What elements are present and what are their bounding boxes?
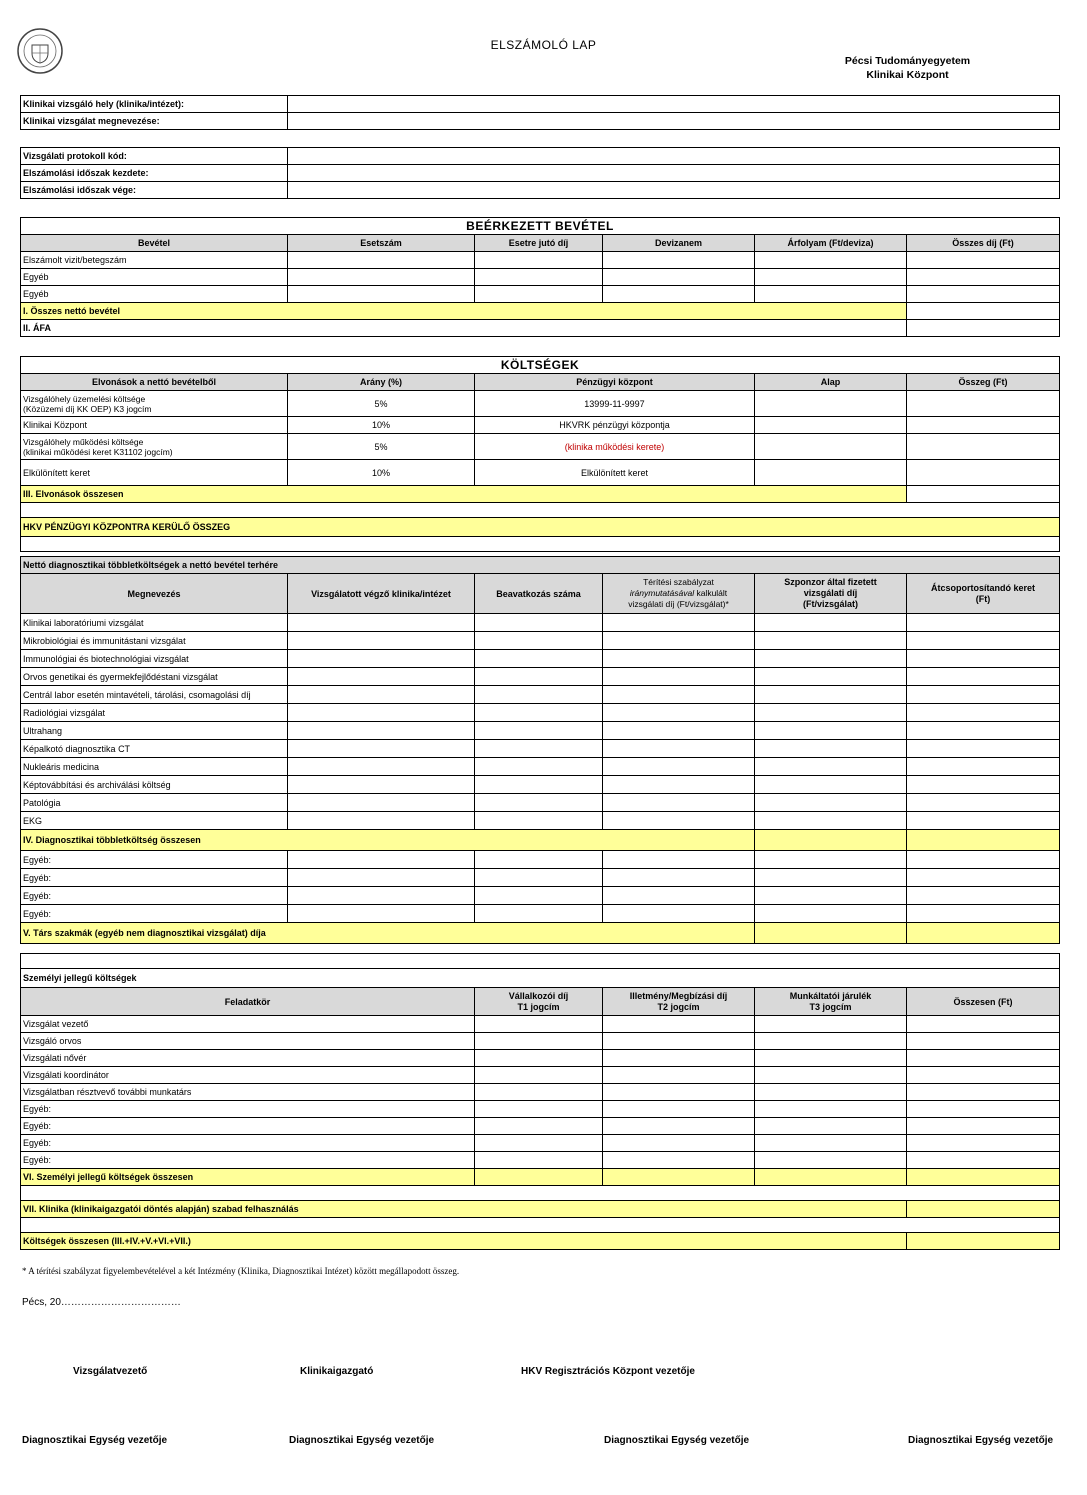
page-title: ELSZÁMOLÓ LAP: [490, 38, 597, 52]
input-cell[interactable]: [907, 812, 1060, 830]
signature-study-lead: Vizsgálatvezető: [73, 1366, 148, 1377]
signature-diag-unit-4: Diagnosztikai Egység vezetője: [908, 1435, 1054, 1446]
table-row: [21, 1101, 1060, 1118]
income-table: [20, 217, 1060, 337]
input-cell[interactable]: [288, 776, 475, 794]
row-label: Radiológiai vizsgálat: [21, 704, 288, 722]
table-row: [21, 460, 1060, 486]
table-row: [21, 1084, 1060, 1101]
spacer: [21, 1218, 1060, 1233]
finance-center-cell: HKVRK pénzügyi központja: [475, 417, 755, 434]
input-cell[interactable]: [603, 1084, 755, 1101]
input-cell[interactable]: [755, 1152, 907, 1169]
signature-clinic-director: Klinikaigazgató: [300, 1366, 374, 1377]
input-cell[interactable]: [475, 668, 603, 686]
table-row: [21, 704, 1060, 722]
input-cell[interactable]: [907, 286, 1060, 303]
input-cell[interactable]: [755, 434, 907, 460]
input-cell[interactable]: [288, 758, 475, 776]
organization-name: [800, 54, 1015, 82]
input-cell[interactable]: [907, 776, 1060, 794]
input-cell[interactable]: [288, 704, 475, 722]
free-use-value[interactable]: [907, 1201, 1060, 1218]
input-cell[interactable]: [288, 686, 475, 704]
input-cell[interactable]: [755, 1135, 907, 1152]
input-cell[interactable]: [475, 1084, 603, 1101]
row-label: Egyéb:: [21, 1101, 475, 1118]
diagnostics-total-label: IV. Diagnosztikai többletköltség összesen: [21, 830, 755, 851]
input-cell[interactable]: [907, 434, 1060, 460]
table-row: [21, 776, 1060, 794]
row-label: Elkülönített keret: [21, 460, 288, 486]
row-label: Egyéb: [21, 269, 288, 286]
input-cell[interactable]: [755, 668, 907, 686]
input-cell[interactable]: [755, 614, 907, 632]
column-header: Bevétel: [21, 235, 288, 252]
costs-total-label: Költségek összesen (III.+IV.+V.+VI.+VII.): [21, 1233, 907, 1250]
input-cell[interactable]: [288, 668, 475, 686]
table-row: [21, 1067, 1060, 1084]
input-cell[interactable]: [907, 1152, 1060, 1169]
costs-table: [20, 356, 1060, 552]
input-cell[interactable]: [603, 905, 755, 923]
input-cell[interactable]: [603, 1135, 755, 1152]
input-cell[interactable]: [755, 776, 907, 794]
input-cell[interactable]: [755, 650, 907, 668]
row-label: Egyéb:: [21, 1135, 475, 1152]
signature-diag-unit-1: Diagnosztikai Egység vezetője: [22, 1435, 168, 1446]
place-date-field[interactable]: Pécs, 20………………………………: [22, 1297, 181, 1308]
row-label: Egyéb:: [21, 1152, 475, 1169]
column-header: Elvonások a nettó bevételből: [21, 374, 288, 391]
row-label: Patológia: [21, 794, 288, 812]
row-label: Egyéb: [21, 286, 288, 303]
input-cell[interactable]: [288, 722, 475, 740]
rate-cell: 10%: [288, 417, 475, 434]
table-row: [21, 417, 1060, 434]
table-row: [21, 391, 1060, 417]
row-label: Klinikai Központ: [21, 417, 288, 434]
finance-center-cell: Elkülönített keret: [475, 460, 755, 486]
input-cell[interactable]: [907, 252, 1060, 269]
column-header: Vállalkozói díj T1 jogcím: [475, 988, 603, 1016]
input-cell[interactable]: [755, 1067, 907, 1084]
protocol-code-field[interactable]: [288, 148, 1060, 165]
input-cell[interactable]: [907, 1050, 1060, 1067]
input-cell[interactable]: [755, 758, 907, 776]
signature-diag-unit-3: Diagnosztikai Egység vezetője: [604, 1435, 750, 1446]
input-cell[interactable]: [603, 776, 755, 794]
row-label: Immunológiai és biotechnológiai vizsgálat: [21, 650, 288, 668]
input-cell[interactable]: [755, 1050, 907, 1067]
spacer: [21, 503, 1060, 518]
column-header: Devizanem: [603, 235, 755, 252]
input-cell[interactable]: [755, 417, 907, 434]
input-cell[interactable]: [288, 740, 475, 758]
input-cell[interactable]: [475, 252, 603, 269]
input-cell[interactable]: [288, 887, 475, 905]
spacer: [21, 954, 1060, 969]
table-row: [21, 1033, 1060, 1050]
row-label: Orvos genetikai és gyermekfejlődéstani vizsgálat: [21, 668, 288, 686]
input-cell[interactable]: [603, 286, 755, 303]
input-cell[interactable]: [907, 391, 1060, 417]
table-row: [21, 869, 1060, 887]
input-cell[interactable]: [603, 614, 755, 632]
row-label: Egyéb:: [21, 887, 288, 905]
table-row: [21, 252, 1060, 269]
input-cell[interactable]: [907, 1084, 1060, 1101]
spacer: [21, 537, 1060, 552]
input-cell[interactable]: [475, 269, 603, 286]
footnote: * A térítési szabályzat figyelembevételével a két Intézmény (Klinika, Diagnosztikai Intézet) között megállapodott összeg.: [22, 1266, 460, 1276]
input-cell[interactable]: [755, 812, 907, 830]
finance-center-cell: (klinika működési kerete): [475, 434, 755, 460]
column-header: Árfolyam (Ft/deviza): [755, 235, 907, 252]
field-label: Elszámolási időszak vége:: [21, 182, 288, 199]
hkv-finance-amount-label: HKV PÉNZÜGYI KÖZPONTRA KERÜLŐ ÖSSZEG: [21, 518, 1060, 537]
input-cell[interactable]: [475, 887, 603, 905]
deductions-total-value[interactable]: [907, 486, 1060, 503]
input-cell[interactable]: [755, 1101, 907, 1118]
input-cell[interactable]: [475, 758, 603, 776]
input-cell[interactable]: [603, 668, 755, 686]
input-cell[interactable]: [288, 269, 475, 286]
input-cell[interactable]: [755, 1016, 907, 1033]
input-cell[interactable]: [475, 794, 603, 812]
table-row: [21, 812, 1060, 830]
input-cell[interactable]: [475, 722, 603, 740]
personal-costs-table: [20, 953, 1060, 1250]
free-use-label: VII. Klinika (klinikaigazgatói döntés alapján) szabad felhasználás: [21, 1201, 907, 1218]
row-label: EKG: [21, 812, 288, 830]
input-cell[interactable]: [603, 686, 755, 704]
input-cell[interactable]: [603, 758, 755, 776]
table-row: [21, 434, 1060, 460]
column-header: Összes díj (Ft): [907, 235, 1060, 252]
input-cell[interactable]: [475, 1101, 603, 1118]
input-cell[interactable]: [907, 269, 1060, 286]
table-row: [21, 1016, 1060, 1033]
input-cell[interactable]: [907, 1067, 1060, 1084]
row-label: Képtovábbítási és archiválási költség: [21, 776, 288, 794]
input-cell[interactable]: [907, 851, 1060, 869]
column-header: Alap: [755, 374, 907, 391]
diagnostics-section-title: Nettó diagnosztikai többletköltségek a nettó bevétel terhére: [21, 557, 1060, 574]
input-cell[interactable]: [755, 269, 907, 286]
table-row: [21, 686, 1060, 704]
diagnostics-total-value[interactable]: [907, 830, 1060, 851]
allied-total-sponsor[interactable]: [755, 923, 907, 944]
row-label: Nukleáris medicina: [21, 758, 288, 776]
table-row: [21, 851, 1060, 869]
input-cell[interactable]: [603, 1118, 755, 1135]
column-header: Szponzor által fizetett vizsgálati díj (Ft/vizsgálat): [755, 574, 907, 614]
spacer: [21, 1186, 1060, 1201]
input-cell[interactable]: [475, 1033, 603, 1050]
input-cell[interactable]: [755, 704, 907, 722]
input-cell[interactable]: [288, 851, 475, 869]
input-cell[interactable]: [288, 286, 475, 303]
signature-hkv-head: HKV Regisztrációs Központ vezetője: [521, 1366, 695, 1377]
table-row: [21, 1050, 1060, 1067]
column-header: Esetszám: [288, 235, 475, 252]
input-cell[interactable]: [475, 704, 603, 722]
input-cell[interactable]: [755, 869, 907, 887]
total-net-income-label: I. Összes nettó bevétel: [21, 303, 907, 320]
table-row: [21, 722, 1060, 740]
input-cell[interactable]: [475, 776, 603, 794]
input-cell[interactable]: [907, 887, 1060, 905]
input-cell[interactable]: [755, 905, 907, 923]
study-name-field[interactable]: [288, 113, 1060, 130]
input-cell[interactable]: [603, 650, 755, 668]
input-cell[interactable]: [603, 1067, 755, 1084]
row-label: Egyéb:: [21, 851, 288, 869]
input-cell[interactable]: [603, 794, 755, 812]
table-row: [21, 794, 1060, 812]
input-cell[interactable]: [603, 632, 755, 650]
personal-total-t1[interactable]: [475, 1169, 603, 1186]
input-cell[interactable]: [475, 632, 603, 650]
input-cell[interactable]: [755, 632, 907, 650]
input-cell[interactable]: [603, 1152, 755, 1169]
row-label: Klinikai laboratóriumi vizsgálat: [21, 614, 288, 632]
row-label: Mikrobiológiai és immunitástani vizsgálat: [21, 632, 288, 650]
period-start-field[interactable]: [288, 165, 1060, 182]
input-cell[interactable]: [475, 1135, 603, 1152]
table-row: [21, 1135, 1060, 1152]
clinic-site-field[interactable]: [288, 96, 1060, 113]
input-cell[interactable]: [755, 686, 907, 704]
input-cell[interactable]: [755, 1033, 907, 1050]
row-label: Egyéb:: [21, 905, 288, 923]
row-label: Elszámolt vizit/betegszám: [21, 252, 288, 269]
column-header: Esetre jutó díj: [475, 235, 603, 252]
input-cell[interactable]: [603, 1016, 755, 1033]
table-row: [21, 887, 1060, 905]
field-label: Vizsgálati protokoll kód:: [21, 148, 288, 165]
input-cell[interactable]: [475, 1152, 603, 1169]
signature-diag-unit-2: Diagnosztikai Egység vezetője: [289, 1435, 435, 1446]
column-header: Munkáltatói járulék T3 jogcím: [755, 988, 907, 1016]
input-cell[interactable]: [288, 650, 475, 668]
rate-cell: 10%: [288, 460, 475, 486]
input-cell[interactable]: [475, 1067, 603, 1084]
input-cell[interactable]: [288, 905, 475, 923]
personal-total-label: VI. Személyi jellegű költségek összesen: [21, 1169, 475, 1186]
column-header: Arány (%): [288, 374, 475, 391]
column-header: Vizsgálatott végző klinika/intézet: [288, 574, 475, 614]
rate-cell: 5%: [288, 434, 475, 460]
input-cell[interactable]: [603, 1033, 755, 1050]
column-header: Összesen (Ft): [907, 988, 1060, 1016]
input-cell[interactable]: [475, 1050, 603, 1067]
table-row: [21, 905, 1060, 923]
input-cell[interactable]: [755, 286, 907, 303]
input-cell[interactable]: [603, 252, 755, 269]
row-label: Ultrahang: [21, 722, 288, 740]
column-header: Pénzügyi központ: [475, 374, 755, 391]
input-cell[interactable]: [475, 1118, 603, 1135]
row-label: Vizsgáló orvos: [21, 1033, 475, 1050]
org-line-2: Klinikai Központ: [866, 69, 949, 81]
input-cell[interactable]: [475, 851, 603, 869]
column-header: Térítési szabályzat iránymutatásával kalkulált vizsgálati díj (Ft/vizsgálat)*: [603, 574, 755, 614]
input-cell[interactable]: [603, 887, 755, 905]
column-header: Összeg (Ft): [907, 374, 1060, 391]
input-cell[interactable]: [907, 668, 1060, 686]
costs-total-value[interactable]: [907, 1233, 1060, 1250]
row-label: Vizsgálóhely üzemelési költsége (Közüzemi díj KK OEP) K3 jogcím: [21, 391, 288, 417]
input-cell[interactable]: [288, 812, 475, 830]
input-cell[interactable]: [907, 686, 1060, 704]
deductions-total-label: III. Elvonások összesen: [21, 486, 907, 503]
rate-cell: 5%: [288, 391, 475, 417]
input-cell[interactable]: [907, 460, 1060, 486]
input-cell[interactable]: [907, 1135, 1060, 1152]
allied-total-label: V. Társ szakmák (egyéb nem diagnosztikai vizsgálat) díja: [21, 923, 755, 944]
input-cell[interactable]: [755, 1118, 907, 1135]
costs-section-title: KÖLTSÉGEK: [21, 357, 1060, 374]
input-cell[interactable]: [288, 794, 475, 812]
input-cell[interactable]: [907, 1016, 1060, 1033]
row-label: Vizsgálatban résztvevő további munkatárs: [21, 1084, 475, 1101]
row-label: Vizsgálati nővér: [21, 1050, 475, 1067]
table-row: [21, 1118, 1060, 1135]
table-row: [21, 758, 1060, 776]
row-label: Vizsgálat vezető: [21, 1016, 475, 1033]
input-cell[interactable]: [603, 722, 755, 740]
input-cell[interactable]: [288, 869, 475, 887]
input-cell[interactable]: [755, 1084, 907, 1101]
input-cell[interactable]: [755, 252, 907, 269]
column-header: Feladatkör: [21, 988, 475, 1016]
row-label: Egyéb:: [21, 869, 288, 887]
input-cell[interactable]: [755, 794, 907, 812]
table-row: [21, 632, 1060, 650]
row-label: Vizsgálati koordinátor: [21, 1067, 475, 1084]
input-cell[interactable]: [603, 1101, 755, 1118]
diagnostics-table: [20, 556, 1060, 944]
row-label: Centrál labor esetén mintavételi, tárolási, csomagolási díj: [21, 686, 288, 704]
row-label: Képalkotó diagnosztika CT: [21, 740, 288, 758]
table-row: [21, 269, 1060, 286]
field-label: Klinikai vizsgáló hely (klinika/intézet):: [21, 96, 288, 113]
input-cell[interactable]: [475, 869, 603, 887]
input-cell[interactable]: [755, 851, 907, 869]
input-cell[interactable]: [603, 869, 755, 887]
input-cell[interactable]: [907, 650, 1060, 668]
vat-value[interactable]: [907, 320, 1060, 337]
input-cell[interactable]: [907, 905, 1060, 923]
input-cell[interactable]: [907, 704, 1060, 722]
period-end-field[interactable]: [288, 182, 1060, 199]
table-row: [21, 668, 1060, 686]
column-header: Megnevezés: [21, 574, 288, 614]
input-cell[interactable]: [475, 286, 603, 303]
input-cell[interactable]: [603, 269, 755, 286]
field-label: Elszámolási időszak kezdete:: [21, 165, 288, 182]
input-cell[interactable]: [907, 632, 1060, 650]
input-cell[interactable]: [755, 460, 907, 486]
table-row: [21, 650, 1060, 668]
column-header: Illetmény/Megbízási díj T2 jogcím: [603, 988, 755, 1016]
input-cell[interactable]: [475, 740, 603, 758]
input-cell[interactable]: [288, 632, 475, 650]
info-table-2: [20, 147, 1060, 199]
input-cell[interactable]: [603, 740, 755, 758]
input-cell[interactable]: [288, 252, 475, 269]
input-cell[interactable]: [907, 758, 1060, 776]
input-cell[interactable]: [475, 614, 603, 632]
column-header: Beavatkozás száma: [475, 574, 603, 614]
row-label: Vizsgálóhely működési költsége (klinikai működési keret K31102 jogcím): [21, 434, 288, 460]
personal-total-t2[interactable]: [603, 1169, 755, 1186]
input-cell[interactable]: [907, 417, 1060, 434]
diagnostics-total-sponsor[interactable]: [755, 830, 907, 851]
input-cell[interactable]: [907, 794, 1060, 812]
input-cell[interactable]: [755, 887, 907, 905]
personal-total-value[interactable]: [907, 1169, 1060, 1186]
input-cell[interactable]: [288, 614, 475, 632]
row-label: Egyéb:: [21, 1118, 475, 1135]
input-cell[interactable]: [755, 722, 907, 740]
allied-total-value[interactable]: [907, 923, 1060, 944]
input-cell[interactable]: [907, 722, 1060, 740]
input-cell[interactable]: [475, 686, 603, 704]
input-cell[interactable]: [907, 869, 1060, 887]
input-cell[interactable]: [907, 1118, 1060, 1135]
vat-label: II. ÁFA: [21, 320, 907, 337]
table-row: [21, 286, 1060, 303]
input-cell[interactable]: [755, 391, 907, 417]
input-cell[interactable]: [907, 1033, 1060, 1050]
finance-center-cell: 13999-11-9997: [475, 391, 755, 417]
table-row: [21, 1152, 1060, 1169]
input-cell[interactable]: [475, 650, 603, 668]
input-cell[interactable]: [907, 614, 1060, 632]
personal-section-title: Személyi jellegű költségek: [21, 969, 1060, 988]
org-line-1: Pécsi Tudományegyetem: [844, 55, 971, 67]
input-cell[interactable]: [755, 740, 907, 758]
input-cell[interactable]: [475, 905, 603, 923]
input-cell[interactable]: [603, 851, 755, 869]
table-row: [21, 740, 1060, 758]
column-header: Átcsoportosítandó keret (Ft): [907, 574, 1060, 614]
table-row: [21, 614, 1060, 632]
input-cell[interactable]: [907, 740, 1060, 758]
input-cell[interactable]: [907, 1101, 1060, 1118]
input-cell[interactable]: [475, 1016, 603, 1033]
input-cell[interactable]: [603, 704, 755, 722]
total-net-income-value[interactable]: [907, 303, 1060, 320]
personal-total-t3[interactable]: [755, 1169, 907, 1186]
input-cell[interactable]: [603, 812, 755, 830]
info-table-1: [20, 95, 1060, 130]
input-cell[interactable]: [475, 812, 603, 830]
input-cell[interactable]: [603, 1050, 755, 1067]
field-label: Klinikai vizsgálat megnevezése:: [21, 113, 288, 130]
income-section-title: BEÉRKEZETT BEVÉTEL: [21, 218, 1060, 235]
